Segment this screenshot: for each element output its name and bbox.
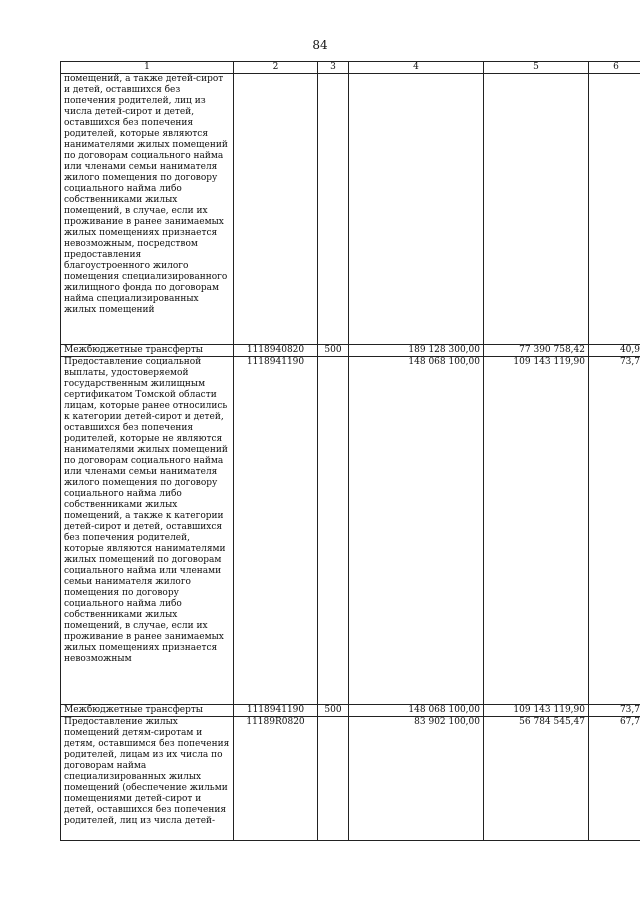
row-code: 1118940820	[234, 345, 318, 357]
row-expense-type	[318, 357, 349, 705]
row-code	[234, 74, 318, 345]
row-expense-type	[318, 717, 349, 841]
row-percent: 40,9	[589, 345, 640, 357]
row-executed: 109 143 119,90	[484, 705, 589, 717]
row-planned: 148 068 100,00	[349, 705, 484, 717]
row-executed: 77 390 758,42	[484, 345, 589, 357]
row-description: Предоставление социальной выплаты, удостоверяемой государственным жилищным сертификатом Томской области лицам, которые ранее относились к категории детей-сирот и детей, оставшихся без попечения родителей, которые не являются нанимателями жилых помещений по договорам социального найма или членами семьи нанимателя жилого помещения по договору социального найма либо собственниками жилых помещений, а также к категории детей-сирот и детей, оставшихся без попечения родителей, которые являются нанимателями жилых помещений по договорам социального найма или членами семьи нанимателя жилого помещения по договору социального найма либо собственниками жилых помещений, в случае, если их проживание в ранее занимаемых жилых помещениях признается невозможным	[61, 357, 234, 705]
table-row	[61, 345, 640, 357]
row-description: помещений, а также детей-сирот и детей, оставшихся без попечения родителей, лиц из числа детей-сирот и детей, оставшихся без попечения родителей, которые являются нанимателями жилых помещений по договорам социального найма или членами семьи нанимателя жилого помещения по договору социального найма либо собственниками жилых помещений, в случае, если их проживание в ранее занимаемых жилых помещениях признается невозможным, посредством предоставления благоустроенного жилого помещения специализированного жилищного фонда по договорам найма специализированных жилых помещений	[61, 74, 234, 345]
row-percent: 73,7	[589, 357, 640, 705]
row-description: Межбюджетные трансферты	[61, 345, 234, 357]
table-row	[61, 74, 640, 345]
row-percent: 73,7	[589, 705, 640, 717]
row-planned: 189 128 300,00	[349, 345, 484, 357]
row-percent: 67,7	[589, 717, 640, 841]
column-header-3: 3	[318, 62, 349, 74]
row-code: 11189R0820	[234, 717, 318, 841]
column-header-5: 5	[484, 62, 589, 74]
table-row	[61, 705, 640, 717]
row-expense-type	[318, 74, 349, 345]
row-planned: 83 902 100,00	[349, 717, 484, 841]
table-row	[61, 357, 640, 705]
row-executed	[484, 74, 589, 345]
table-header-row	[61, 62, 640, 74]
column-header-1: 1	[61, 62, 234, 74]
column-header-2: 2	[234, 62, 318, 74]
row-code: 1118941190	[234, 705, 318, 717]
row-executed: 56 784 545,47	[484, 717, 589, 841]
row-planned	[349, 74, 484, 345]
page-number: 84	[312, 38, 328, 52]
row-percent	[589, 74, 640, 345]
column-header-6: 6	[589, 62, 640, 74]
budget-table	[60, 61, 640, 841]
row-expense-type: 500	[318, 705, 349, 717]
row-expense-type: 500	[318, 345, 349, 357]
table-row	[61, 717, 640, 841]
row-planned: 148 068 100,00	[349, 357, 484, 705]
column-header-4: 4	[349, 62, 484, 74]
row-description: Предоставление жилых помещений детям-сиротам и детям, оставшимся без попечения родителей, лицам из их числа по договорам найма специализированных жилых помещений (обеспечение жильми помещениями детей-сирот и детей, оставшихся без попечения родителей, лиц из числа детей-	[61, 717, 234, 841]
row-code: 1118941190	[234, 357, 318, 705]
row-executed: 109 143 119,90	[484, 357, 589, 705]
row-description: Межбюджетные трансферты	[61, 705, 234, 717]
